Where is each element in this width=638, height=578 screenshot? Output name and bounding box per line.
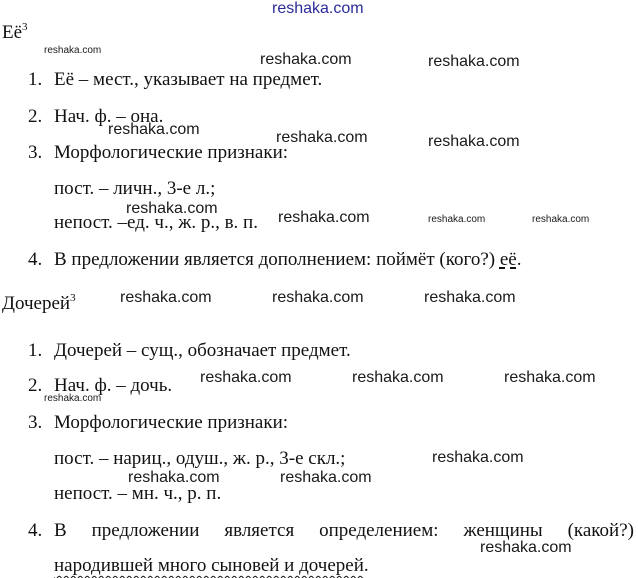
item-number: 2. — [28, 106, 43, 127]
watermark: reshaka.com — [260, 51, 352, 68]
item-text: В предложении является дополнением: поймёт (кого?) — [54, 249, 496, 270]
word2-title: Дочерей — [2, 293, 71, 314]
attribute-underlined-phrase: народившей много сыновей и дочерей — [54, 555, 364, 576]
word2-item-1 — [28, 340, 351, 362]
item-period: . — [363, 555, 369, 576]
watermark: reshaka.com — [200, 369, 292, 386]
watermark: reshaka.com — [432, 449, 524, 466]
item-number: 2. — [28, 375, 43, 396]
item-number: 3. — [28, 142, 43, 163]
item-number: 1. — [28, 340, 43, 361]
word1-title: Её — [2, 22, 23, 43]
watermark: reshaka.com — [272, 289, 364, 306]
watermark: reshaka.com — [44, 45, 102, 56]
word1-item-4 — [28, 249, 521, 271]
watermark: reshaka.com — [428, 133, 520, 150]
item-text: Дочерей – сущ., обозначает предмет. — [54, 340, 351, 361]
watermark: reshaka.com — [532, 214, 590, 225]
watermark: reshaka.com — [428, 53, 520, 70]
watermark: reshaka.com — [280, 469, 372, 486]
watermark: reshaka.com — [44, 393, 102, 404]
word2-heading — [2, 293, 76, 315]
watermark: reshaka.com — [120, 289, 212, 306]
word1-const-features: пост. – личн., 3-е л.; — [54, 178, 216, 199]
word2-const-features: пост. – нариц., одуш., ж. р., 3-е скл.; — [54, 448, 346, 469]
word2-sup: 3 — [70, 292, 76, 304]
watermark: reshaka.com — [276, 129, 368, 146]
watermark: reshaka.com — [352, 369, 444, 386]
word2-nonconst-features: непост. – мн. ч., р. п. — [54, 483, 222, 504]
watermark: reshaka.com — [480, 539, 572, 556]
word2-item-4-continued — [54, 555, 369, 577]
word1-sup: 3 — [22, 21, 28, 33]
word2-item-3 — [28, 412, 288, 434]
item-text: Её – мест., указывает на предмет. — [54, 69, 323, 90]
word1-nonconst-features: непост. –ед. ч., ж. р., в. п. — [54, 212, 258, 233]
item-text: Морфологические признаки: — [54, 142, 289, 163]
item-period: . — [516, 249, 522, 270]
word1-item-3 — [28, 142, 288, 164]
watermark: reshaka.com — [424, 289, 516, 306]
word1-heading — [2, 22, 28, 44]
item-text: В предложении является определением: женщины (какой?) — [54, 520, 634, 541]
item-number: 4. — [28, 249, 43, 270]
watermark: reshaka.com — [128, 469, 220, 486]
item-text: Морфологические признаки: — [54, 412, 289, 433]
word1-item-1 — [28, 69, 322, 91]
item-number: 1. — [28, 69, 43, 90]
watermark: reshaka.com — [108, 121, 200, 138]
item-number: 3. — [28, 412, 43, 433]
watermark-top: reshaka.com — [272, 0, 364, 17]
item-text: Нач. ф. – она. — [54, 106, 164, 127]
watermark: reshaka.com — [126, 200, 218, 217]
watermark: reshaka.com — [428, 214, 486, 225]
object-underlined-word: её — [499, 249, 517, 270]
watermark: reshaka.com — [504, 369, 596, 386]
item-number: 4. — [28, 520, 43, 541]
watermark: reshaka.com — [278, 209, 370, 226]
item-text: Нач. ф. – дочь. — [54, 375, 173, 396]
